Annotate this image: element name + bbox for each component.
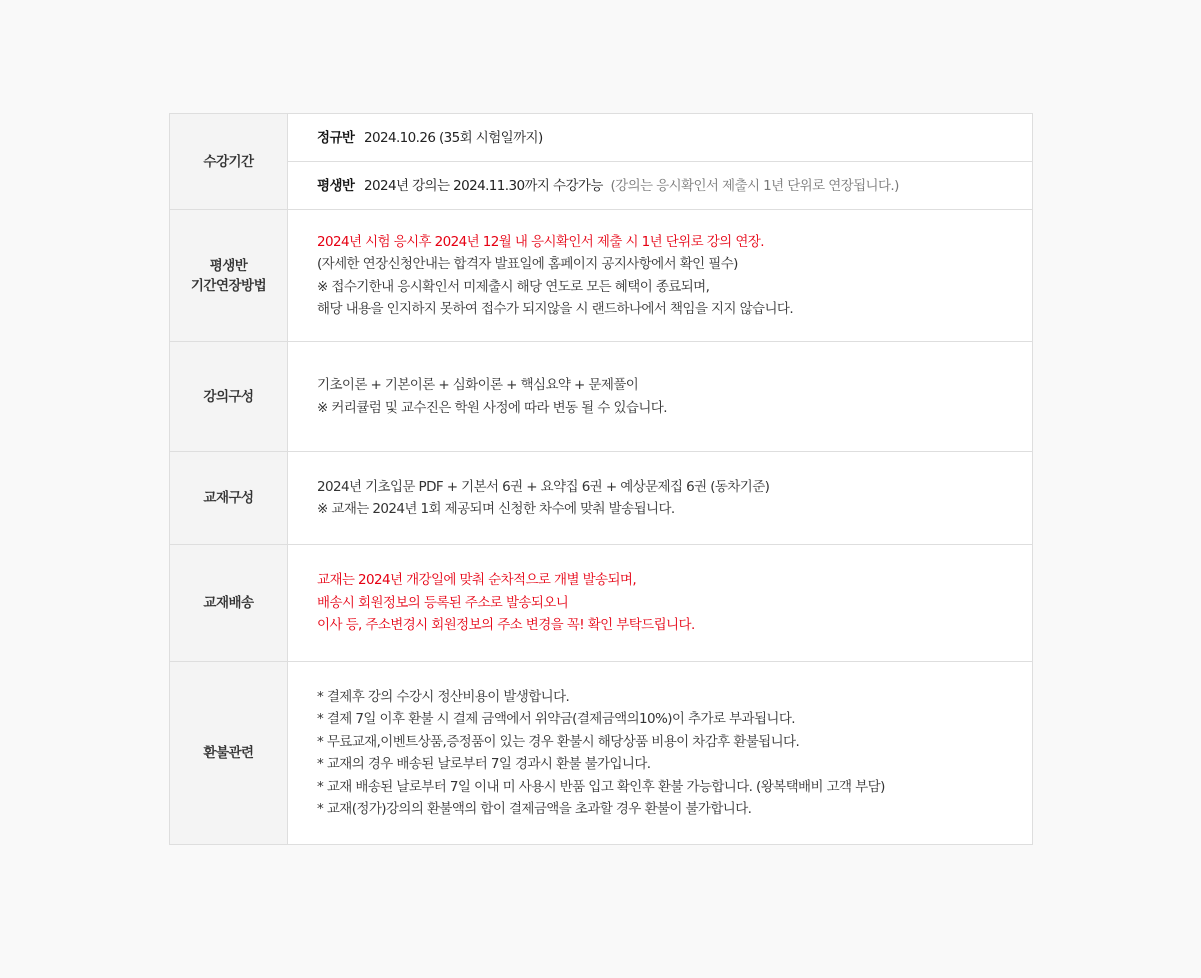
refund-content (288, 662, 1033, 845)
textbook-content (288, 452, 1033, 545)
extension-line: 2024년 시험 응시후 2024년 12월 내 응시확인서 제출 시 1년 단위로 강의 연장. (317, 233, 764, 250)
regular-value: 2024.10.26 (35회 시험일까지) (364, 129, 543, 146)
refund-line: * 무료교재,이벤트상품,증정품이 있는 경우 환불시 해당상품 비용이 차감후 환불됩니다. (317, 733, 800, 750)
lifetime-value: 2024년 강의는 2024.11.30까지 수강가능 (364, 177, 603, 194)
refund-line: * 교재의 경우 배송된 날로부터 7일 경과시 환불 불가입니다. (317, 756, 651, 772)
extension-content (288, 210, 1033, 342)
extension-header-line2: 기간연장방법 (190, 277, 267, 294)
lecture-line: ※ 커리큘럼 및 교수진은 학원 사정에 따라 변동 될 수 있습니다. (317, 399, 667, 416)
lecture-header: 강의구성 (170, 342, 288, 452)
lifetime-label: 평생반 (317, 177, 355, 194)
lifetime-period-cell (288, 162, 1033, 210)
textbook-line: ※ 교재는 2024년 1회 제공되며 신청한 차수에 맞춰 발송됩니다. (317, 501, 675, 517)
textbook-header: 교재구성 (170, 452, 288, 545)
extension-line: 해당 내용을 인지하지 못하여 접수가 되지않을 시 랜드하나에서 책임을 지지 않습니다. (317, 301, 794, 317)
course-info-table (169, 113, 1033, 845)
extension-header-line1: 평생반 (209, 257, 248, 274)
lifetime-note: (강의는 응시확인서 제출시 1년 단위로 연장됩니다.) (610, 177, 899, 194)
regular-label: 정규반 (317, 129, 355, 146)
refund-line: * 결제 7일 이후 환불 시 결제 금액에서 위약금(결제금액의10%)이 추가로 부과됩니다. (317, 711, 795, 727)
refund-line: * 결제후 강의 수강시 정산비용이 발생합니다. (317, 688, 570, 705)
refund-line: * 교재 배송된 날로부터 7일 이내 미 사용시 반품 입고 확인후 환불 가능합니다. (왕복택배비 고객 부담) (317, 778, 885, 795)
period-header: 수강기간 (170, 114, 288, 210)
extension-line: (자세한 연장신청안내는 합격자 발표일에 홈페이지 공지사항에서 확인 필수) (317, 256, 738, 272)
shipping-line: 배송시 회원정보의 등록된 주소로 발송되오니 (317, 594, 569, 611)
shipping-line: 교재는 2024년 개강일에 맞춰 순차적으로 개별 발송되며, (317, 572, 637, 589)
regular-period-cell (288, 114, 1033, 162)
refund-line: * 교재(정가)강의의 환불액의 합이 결제금액을 초과할 경우 환불이 불가합니다. (317, 801, 752, 817)
textbook-line: 2024년 기초입문 PDF + 기본서 6권 + 요약집 6권 + 예상문제집 6권 (동차기준) (317, 478, 770, 495)
extension-line: ※ 접수기한내 응시확인서 미제출시 해당 연도로 모든 혜택이 종료되며, (317, 278, 710, 295)
lecture-content (288, 342, 1033, 452)
lecture-line: 기초이론 + 기본이론 + 심화이론 + 핵심요약 + 문제풀이 (317, 377, 639, 393)
shipping-content (288, 545, 1033, 662)
extension-header (170, 210, 288, 342)
shipping-line: 이사 등, 주소변경시 회원정보의 주소 변경을 꼭! 확인 부탁드립니다. (317, 617, 695, 634)
refund-header: 환불관련 (170, 662, 288, 845)
shipping-header: 교재배송 (170, 545, 288, 662)
